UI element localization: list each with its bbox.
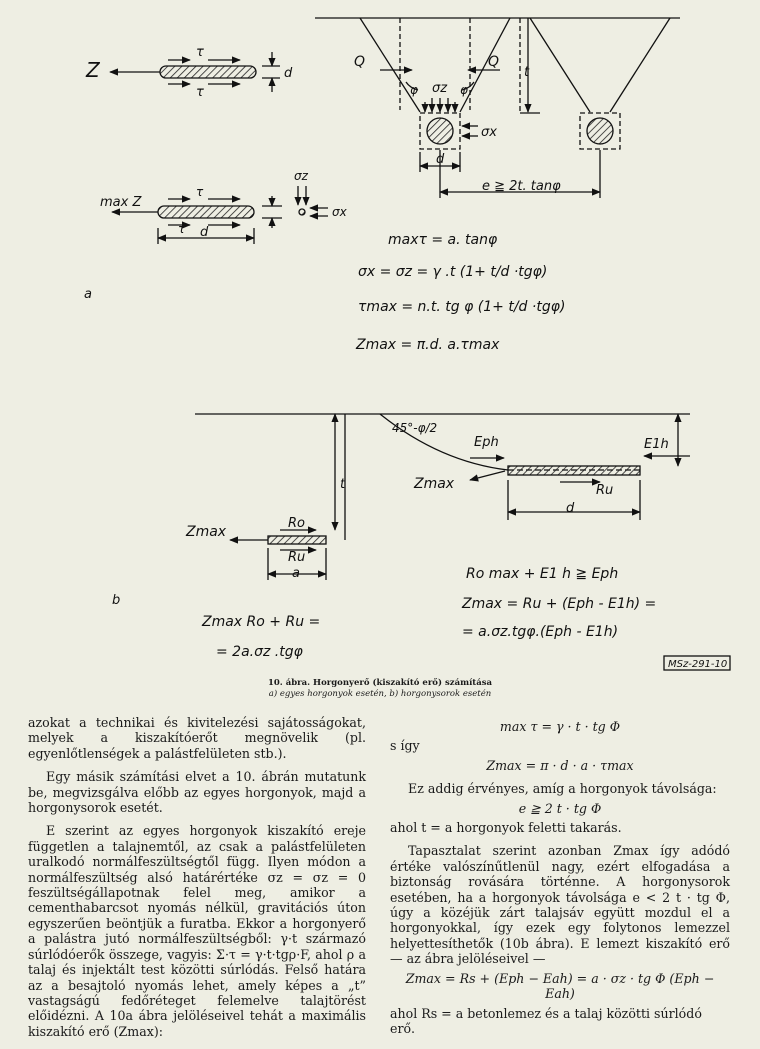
eq-max-tau: max τ = γ · t · tg Φ — [499, 719, 621, 734]
left-column — [28, 715, 366, 1039]
label-q-left: Q — [354, 54, 366, 70]
label-ru-plate: Ru — [596, 483, 614, 498]
eq-zmax: Zmax = π · d · a · τmax — [486, 757, 634, 773]
text-ahol-rs: ahol Rs = a betonlemez és a talaj közötti súrlódó erő. — [390, 1005, 702, 1036]
formula-b-3: = a.σz.tgφ.(Eph - E1h) — [462, 624, 619, 640]
label-z: Z — [86, 58, 100, 82]
label-d-3: d — [200, 225, 209, 240]
label-zmax-plate: Zmax — [414, 476, 455, 492]
left-para-3: E szerint az egyes horgonyok kiszakító ereje független a talajnemtől, az csak a palástfelületen uralkodó normálfeszültségtől függ. Ilyen módon a normálfeszültség alsó határértéke σz = σz = 0 feszültségállapotnak felel meg, amikor a cementhabarcsot nyomás nélkül, gravitációs úton egyszerűen beöntjük a furatba. Ekkor a horgonyerő a palástra jutó normálfeszültségből: γ·t származó súrlódóerők összege, vagyis: Σ·τ = γ·t·tgρ·F, ahol ρ a talaj és injektált test közötti súrlódás. Felső határa az a besajtoló nyomás lehet, amely képes a „t” vastagságú fedőréteget felemelve talajtörést előidézni. A 10a ábra jelöléseivel tehát a maximális kiszakító erő (Zmax): — [28, 823, 366, 1039]
label-spacing: e ≧ 2t. tanφ — [482, 179, 561, 194]
label-sigma-x-2: σx — [332, 205, 347, 219]
right-column — [390, 715, 730, 1036]
eq-spacing: e ≧ 2 t · tg Φ — [518, 800, 602, 816]
label-sigma-z: σz — [432, 81, 448, 96]
label-tau-2bottom: τ — [178, 222, 186, 236]
label-zmax-single: Zmax — [186, 524, 227, 540]
label-eph: Eph — [474, 435, 499, 450]
formula-a-4: Zmax = π.d. a.τmax — [356, 337, 500, 353]
label-tau-top: τ — [196, 45, 204, 60]
label-sigma-x: σx — [481, 125, 497, 140]
label-d-2: d — [436, 152, 445, 167]
label-max-z: max Z — [100, 195, 142, 210]
figure-caption — [0, 678, 760, 700]
right-para-2: Tapasztalat szerint azonban Zmax így adódó értéke valószínűtlenül nagy, ezért elfogadása a biztonság rovására történne. A horgonysorok esetében, ha a horgonyok távolsága e < 2 t · tg Φ, úgy a közéjük zárt talajsáv együtt mozdul el a horgonyokkal, így ezek egy folytonos lemezzel helyettesíthetők (10b ábra). E lemezt kiszakító erő — az ábra jelöléseivel — — [390, 843, 730, 967]
anchor-plate — [508, 466, 640, 475]
label-t-b: t — [340, 477, 346, 492]
label-t-a: t — [524, 65, 530, 80]
label-ro: Ro — [288, 516, 305, 531]
formula-b-1: Ro max + E1 h ≧ Eph — [466, 566, 619, 582]
anchor-body — [160, 66, 256, 78]
label-a-b: a — [292, 566, 300, 581]
anchor-section-1 — [427, 118, 453, 144]
label-sigma-z-2: σz — [294, 169, 308, 183]
label-phi-right: φ — [460, 83, 468, 97]
part-a-label: a — [84, 287, 92, 302]
formula-b-5: = 2a.σz .tgφ — [216, 644, 303, 660]
label-ru-single: Ru — [288, 550, 306, 565]
part-b-label: b — [112, 593, 121, 608]
text-ahol-t: ahol t = a horgonyok feletti takarás. — [390, 820, 622, 836]
text-s-igy: s így — [390, 738, 420, 754]
label-d-1: d — [284, 66, 293, 81]
formula-a-3: τmax = n.t. tg φ (1+ t/d ·tgφ) — [358, 299, 566, 315]
formula-a-2: σx = σz = γ .t (1+ t/d ·tgφ) — [358, 264, 548, 280]
formula-b-2: Zmax = Ru + (Eph - E1h) = — [462, 596, 657, 612]
anchor-section-2 — [587, 118, 613, 144]
label-e1h: E1h — [644, 437, 669, 452]
left-para-1: azokat a technikai és kivitelezési sajátosságokat, melyek a kiszakítóerőt megnövelik (pl. egyenlőtlenségek a palástfelületen stb.). — [28, 715, 366, 761]
caption-title: 10. ábra. Horgonyerő (kiszakító erő) számítása — [267, 678, 493, 688]
eq-zmax-row: Zmax = Rs + (Eph − Eah) = a · σz · tg Φ (Eph − Eah) — [405, 970, 715, 1002]
label-phi-left: φ — [410, 83, 418, 97]
stamp-text: MSz-291-10 — [668, 659, 728, 670]
label-tau-2top: τ — [196, 185, 204, 199]
left-para-2: Egy másik számítási elvet a 10. ábrán mutatunk be, megvizsgálva előbb az egyes horgonyok, majd a horgonysorok esetét. — [28, 769, 366, 816]
right-para-1: Ez addig érvényes, amíg a horgonyok távolsága: — [408, 781, 717, 797]
label-q-right: Q — [488, 54, 500, 70]
formula-a-1: maxτ = a. tanφ — [388, 232, 498, 248]
label-angle: 45°-φ/2 — [392, 421, 438, 435]
label-d-b: d — [566, 501, 575, 516]
formula-b-4: Zmax Ro + Ru = — [202, 614, 321, 630]
caption-subtitle: a) egyes horgonyok esetén, b) horgonysorok esetén — [268, 689, 492, 699]
label-tau-bottom: τ — [196, 85, 204, 100]
